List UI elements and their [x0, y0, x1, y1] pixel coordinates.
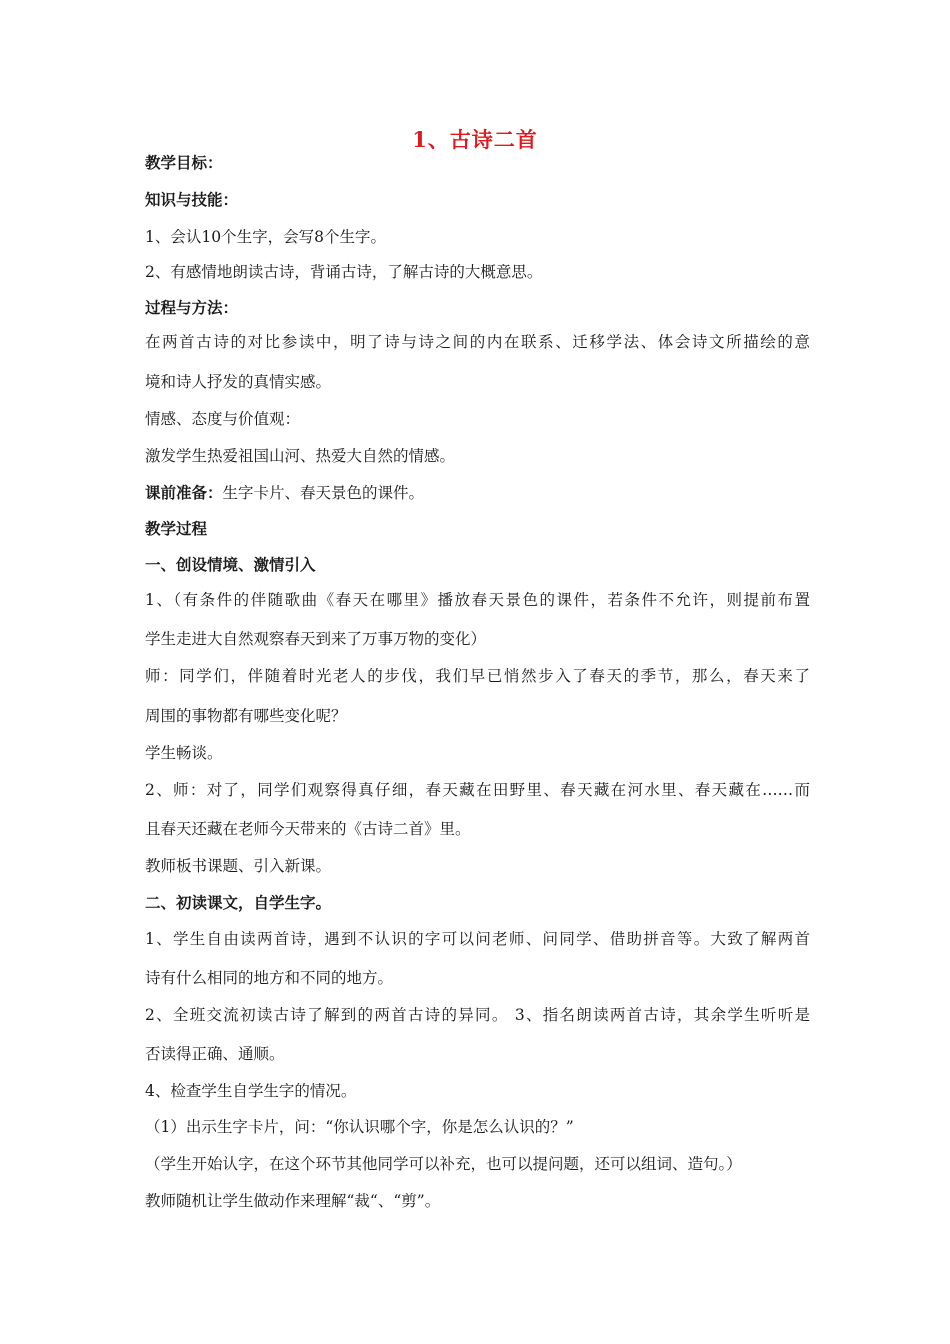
- heading-teaching-process: 教学过程: [145, 519, 208, 538]
- paragraph-line: 学生畅谈。: [145, 744, 223, 762]
- paragraph-line: 教师板书课题、引入新课。: [145, 857, 332, 875]
- paragraph-line: 否读得正确、通顺。: [145, 1045, 285, 1063]
- paragraph-line: 1、会认10个生字，会写8个生字。: [145, 228, 386, 246]
- paragraph-line: 周围的事物都有哪些变化呢？: [145, 707, 347, 725]
- paragraph-line: 在两首古诗的对比参读中，明了诗与诗之间的内在联系、迁移学法、体会诗文所描绘的意: [145, 333, 810, 351]
- paragraph-line: 2、有感情地朗读古诗，背诵古诗，了解古诗的大概意思。: [145, 263, 543, 281]
- paragraph-line: 2、师：对了，同学们观察得真仔细，春天藏在田野里、春天藏在河水里、春天藏在……而: [145, 781, 810, 799]
- paragraph-line: 情感、态度与价值观：: [145, 410, 301, 428]
- heading-process-method: 过程与方法：: [145, 298, 239, 317]
- paragraph-line: （1）出示生字卡片，问：“你认识哪个字，你是怎么认识的？”: [145, 1118, 574, 1136]
- paragraph-line: 4、检查学生自学生字的情况。: [145, 1082, 357, 1100]
- paragraph-line: 教师随机让学生做动作来理解“裁“、“剪”。: [145, 1192, 441, 1210]
- paragraph-line: 境和诗人抒发的真情实感。: [145, 373, 332, 391]
- document-title: 1、古诗二首: [412, 127, 538, 152]
- paragraph-line: 学生走进大自然观察春天到来了万事万物的变化）: [145, 630, 487, 648]
- section-heading-2: 二、初读课文，自学生字。: [145, 893, 332, 912]
- paragraph-line: 1、（有条件的伴随歌曲《春天在哪里》播放春天景色的课件，若条件不允许，则提前布置: [145, 591, 810, 609]
- section-heading-1: 一、创设情境、激情引入: [145, 555, 316, 574]
- paragraph-line: 且春天还藏在老师今天带来的《古诗二首》里。: [145, 820, 471, 838]
- prep-line: [145, 482, 810, 504]
- paragraph-line: 1、学生自由读两首诗，遇到不认识的字可以问老师、问同学、借助拼音等。大致了解两首: [145, 930, 810, 948]
- paragraph-line: 激发学生热爱祖国山河、热爱大自然的情感。: [145, 447, 456, 465]
- preparation-text: 生字卡片、春天景色的课件。: [222, 484, 425, 502]
- heading-knowledge-skills: 知识与技能：: [145, 190, 239, 209]
- paragraph-line: （学生开始认字，在这个环节其他同学可以补充，也可以提问题，还可以组词、造句。）: [145, 1155, 742, 1173]
- heading-preparation: 课前准备：: [145, 483, 223, 502]
- paragraph-line: 2、全班交流初读古诗了解到的两首古诗的异同。 3、指名朗读两首古诗，其余学生听听是: [145, 1006, 810, 1024]
- paragraph-line: 诗有什么相同的地方和不同的地方。: [145, 969, 394, 987]
- paragraph-line: 师：同学们，伴随着时光老人的步伐，我们早已悄然步入了春天的季节，那么，春天来了: [145, 667, 810, 685]
- heading-teaching-goals: 教学目标：: [145, 153, 223, 172]
